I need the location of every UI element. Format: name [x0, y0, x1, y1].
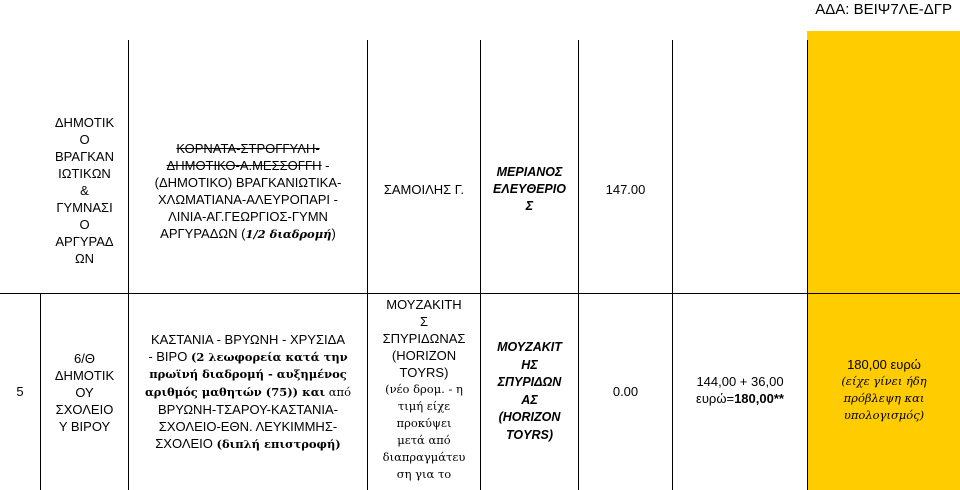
route-text: ) — [331, 226, 336, 241]
route-cell-prev — [129, 140, 367, 243]
route-text: ΒΡΥΩΝΗ-ΤΣΑΡΟΥ-ΚΑΣΤΑΝΙΑ- — [157, 402, 339, 417]
contractor-line: ΣΠΥΡΙΔΩΝΑΣ — [382, 331, 466, 346]
highlight-note: (είχε γίνει ήδη — [841, 374, 927, 388]
contractor-note: διαπραγμάτευ — [382, 450, 466, 464]
assigned-line: ΕΛΕΥΘΕΡΙΟ — [493, 182, 566, 196]
route-text: ΑΡΓΥΡΑΔΩΝ ( — [160, 226, 246, 241]
col-line — [672, 40, 673, 490]
school-line: Υ ΒΙΡΟΥ — [58, 419, 111, 434]
contractor-cell-prev — [368, 181, 480, 198]
school-line: Ο — [79, 217, 90, 232]
school-line: ΓΥΜΝΑΣΙ — [56, 200, 113, 215]
cost-cell-row5 — [579, 383, 672, 400]
route-note: αριθμός μαθητών (75)) και — [144, 385, 326, 399]
assigned-line: ΜΟΥΖΑΚΙΤ — [497, 340, 562, 354]
route-text: ΣΧΟΛΕΙΟ-ΕΘΝ. ΛΕΥΚΙΜΜΗΣ- — [158, 419, 338, 434]
contractor-note: μετά από — [397, 433, 451, 447]
assigned-cell-row5 — [481, 339, 578, 444]
assigned-line: Σ — [525, 199, 534, 213]
contractor-note: ση για το — [396, 467, 452, 481]
route-text: - ΒΙΡΟ — [148, 349, 191, 364]
contractor-line: (HORIZON — [391, 348, 457, 363]
route-text: ΧΛΩΜΑΤΙΑΝΑ-ΑΛΕΥΡΟΠΑΡΙ - — [158, 192, 338, 207]
route-text: ΚΑΣΤΑΝΙΑ - ΒΡΥΩΝΗ - ΧΡΥΣΙΔΑ — [151, 332, 345, 347]
school-line: ΙΩΤΙΚΩΝ — [58, 166, 111, 181]
school-line: ΟΥ — [75, 385, 94, 400]
highlight-amount: 180,00 ευρώ — [847, 357, 921, 372]
route-note: (διπλή επιστροφή) — [216, 437, 341, 451]
school-line: ΒΡΑΓΚΑΝ — [55, 149, 114, 164]
assigned-cell-prev — [481, 164, 578, 215]
contractor-line: ΜΟΥΖΑΚΙΤΗ — [386, 297, 462, 312]
school-line: ΩΝ — [74, 251, 95, 266]
contractor-line: Σ — [419, 314, 429, 329]
assigned-line: ΣΠΥΡΙΔΩΝ — [497, 375, 562, 389]
contractor-note: τιμή είχε — [397, 399, 451, 413]
school-line: Ο — [79, 132, 90, 147]
school-line: 6/Θ — [74, 351, 95, 366]
cost-cell-prev — [579, 181, 672, 198]
highlight-note: πρόβλεψη και — [843, 391, 925, 405]
route-note: 1/2 διαδρομή — [245, 227, 332, 241]
row-number: 5 — [16, 384, 24, 399]
contractor-note: προκύψει — [396, 416, 452, 430]
route-strike: ΔΗΜΟΤΙΚΟ-Α.ΜΕΣΣΟΓΓΗ — [166, 158, 322, 173]
route-cell-row5 — [129, 331, 367, 453]
school-cell-row5 — [41, 350, 128, 435]
school-line: ΔΗΜΟΤΙΚ — [54, 115, 115, 130]
table-row — [41, 114, 128, 267]
col-line — [578, 40, 579, 490]
route-note: πρωϊνή διαδρομή - αυξημένος — [149, 367, 347, 381]
school-line: ΑΡΓΥΡΑΔ — [55, 234, 114, 249]
highlight-cell-prev — [807, 31, 960, 293]
assigned-line: ΗΣ — [521, 357, 538, 372]
contractor-line: TOYRS) — [399, 365, 449, 380]
calc-line: ευρώ= — [696, 391, 735, 406]
contractor-note: (νέο δρομ. - η — [385, 382, 463, 396]
row-number-cell — [0, 383, 40, 400]
school-line: ΔΗΜΟΤΙΚ — [54, 368, 115, 383]
assigned-line: TOYRS) — [506, 427, 553, 442]
assigned-line: ΑΣ — [521, 392, 538, 407]
contractor-cell-row5 — [368, 296, 480, 483]
route-strike: ΚΟΡΝΑΤΑ-ΣΤΡΟΓΓΥΛΗ- — [176, 141, 320, 156]
calc-line: 144,00 + 36,00 — [696, 374, 784, 389]
cost-value: 147.00 — [605, 182, 646, 197]
route-text: από — [325, 385, 352, 399]
school-line: ΣΧΟΛΕΙΟ — [55, 402, 114, 417]
highlight-note: υπολογισμός) — [843, 408, 925, 422]
school-line: & — [80, 183, 89, 198]
route-text: ΛΙΝΙΑ-ΑΓ.ΓΕΩΡΓΙΟΣ-ΓΥΜΝ — [168, 209, 328, 224]
route-text: (ΔΗΜΟΤΙΚΟ) ΒΡΑΓΚΑΝΙΩΤΙΚΑ- — [154, 175, 342, 190]
cost-value: 0.00 — [612, 384, 639, 399]
calc-cell-row5 — [673, 373, 807, 407]
route-text: ΣΧΟΛΕΙΟ — [155, 436, 217, 451]
calc-total: 180,00** — [734, 391, 784, 406]
route-note: (2 λεωφορεία κατά την — [190, 350, 348, 364]
assigned-line: ΜΕΡΙΑΝΟΣ — [496, 165, 563, 179]
contractor-name: ΣΑΜΟΙΛΗΣ Γ. — [383, 182, 465, 197]
route-text: - — [321, 158, 330, 173]
ada-code: ΑΔΑ: ΒΕΙΨ7ΛΕ-ΔΓΡ — [815, 1, 952, 18]
highlight-text-row5 — [808, 356, 960, 424]
assigned-line: (HORIZON — [498, 410, 561, 424]
